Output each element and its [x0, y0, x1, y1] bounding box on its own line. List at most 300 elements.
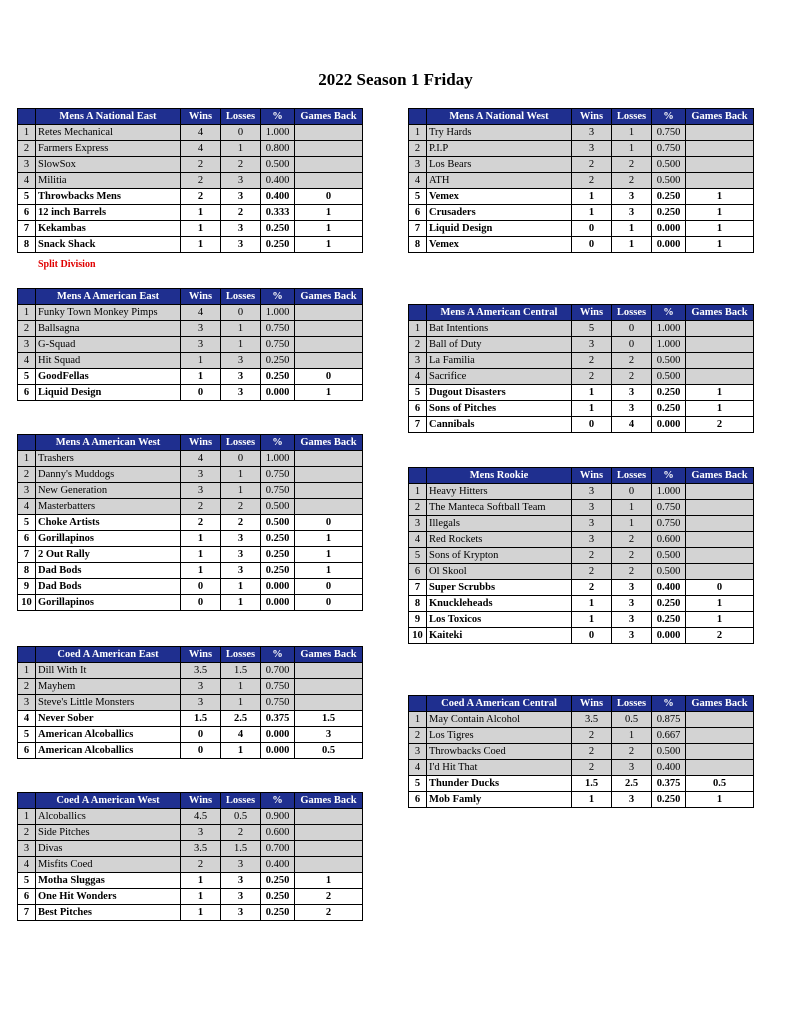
games-back: [686, 337, 754, 353]
team-name: ATH: [427, 173, 572, 189]
wins: 1: [181, 905, 221, 921]
losses: 0: [221, 305, 261, 321]
rank: 3: [18, 695, 36, 711]
win-pct: 0.000: [261, 579, 295, 595]
team-name: Alcoballics: [36, 809, 181, 825]
table-row: [409, 744, 754, 760]
team-name: Snack Shack: [36, 237, 181, 253]
table-row: [18, 663, 363, 679]
games-back: 1: [686, 205, 754, 221]
team-name: 12 inch Barrels: [36, 205, 181, 221]
win-pct: 0.750: [652, 141, 686, 157]
win-pct: 0.250: [261, 369, 295, 385]
games-back: [295, 157, 363, 173]
rank: 1: [409, 484, 427, 500]
win-pct: 0.000: [652, 237, 686, 253]
losses: 0.5: [221, 809, 261, 825]
rank: 5: [18, 515, 36, 531]
wins: 2: [572, 157, 612, 173]
team-name: Mayhem: [36, 679, 181, 695]
column-header: Losses: [221, 647, 261, 663]
wins: 4: [181, 305, 221, 321]
win-pct: 0.600: [261, 825, 295, 841]
wins: 1: [572, 612, 612, 628]
column-header: %: [652, 305, 686, 321]
team-name: Vemex: [427, 237, 572, 253]
rank: 6: [409, 205, 427, 221]
losses: 2: [612, 548, 652, 564]
team-name: GoodFellas: [36, 369, 181, 385]
rank: 2: [409, 728, 427, 744]
wins: 4: [181, 125, 221, 141]
rank: 3: [18, 337, 36, 353]
standings-table: [17, 434, 363, 611]
standings-table: [17, 792, 363, 921]
team-name: Kaiteki: [427, 628, 572, 644]
games-back: 1: [686, 221, 754, 237]
rank: 5: [18, 189, 36, 205]
wins: 1: [181, 369, 221, 385]
table-row: [18, 353, 363, 369]
wins: 3: [572, 337, 612, 353]
rank: 1: [409, 125, 427, 141]
losses: 1: [612, 125, 652, 141]
losses: 0: [612, 484, 652, 500]
table-row: [409, 580, 754, 596]
rank: 5: [409, 776, 427, 792]
games-back: 1: [295, 221, 363, 237]
rank: 1: [409, 712, 427, 728]
losses: 0: [221, 451, 261, 467]
wins: 0: [181, 385, 221, 401]
win-pct: 0.250: [652, 385, 686, 401]
table-row: [18, 305, 363, 321]
win-pct: 0.875: [652, 712, 686, 728]
team-name: Funky Town Monkey Pimps: [36, 305, 181, 321]
table-row: [18, 547, 363, 563]
header-blank: [409, 305, 427, 321]
games-back: [295, 841, 363, 857]
standings-table: [408, 467, 754, 644]
table-row: [18, 905, 363, 921]
rank: 7: [18, 905, 36, 921]
rank: 4: [18, 711, 36, 727]
table-row: [409, 712, 754, 728]
wins: 1: [572, 205, 612, 221]
games-back: [686, 516, 754, 532]
rank: 5: [409, 385, 427, 401]
column-header: Wins: [181, 109, 221, 125]
team-name: Kekambas: [36, 221, 181, 237]
games-back: [295, 695, 363, 711]
column-header: Games Back: [295, 435, 363, 451]
games-back: [295, 353, 363, 369]
team-name: Side Pitches: [36, 825, 181, 841]
table-row: [18, 141, 363, 157]
rank: 6: [409, 401, 427, 417]
team-name: Masterbatters: [36, 499, 181, 515]
table-row: [18, 321, 363, 337]
rank: 7: [409, 417, 427, 433]
standings-table: [17, 646, 363, 759]
table-row: [409, 125, 754, 141]
team-name: Dad Bods: [36, 579, 181, 595]
rank: 6: [18, 531, 36, 547]
wins: 2: [572, 580, 612, 596]
win-pct: 0.750: [261, 321, 295, 337]
wins: 3: [181, 483, 221, 499]
wins: 2: [572, 744, 612, 760]
wins: 1: [181, 237, 221, 253]
wins: 0: [572, 221, 612, 237]
column-header: %: [261, 109, 295, 125]
table-row: [18, 499, 363, 515]
standings-table: [17, 288, 363, 401]
losses: 1: [612, 221, 652, 237]
team-name: SlowSox: [36, 157, 181, 173]
column-header: Games Back: [686, 109, 754, 125]
team-name: Crusaders: [427, 205, 572, 221]
table-row: [409, 385, 754, 401]
column-header: Games Back: [686, 696, 754, 712]
table-row: [409, 516, 754, 532]
win-pct: 0.250: [652, 612, 686, 628]
table-row: [18, 873, 363, 889]
games-back: 2: [295, 889, 363, 905]
wins: 2: [572, 173, 612, 189]
losses: 3: [612, 612, 652, 628]
losses: 3: [612, 596, 652, 612]
losses: 1: [221, 679, 261, 695]
column-header: Wins: [181, 793, 221, 809]
games-back: 1: [295, 237, 363, 253]
rank: 6: [18, 385, 36, 401]
column-header: Losses: [221, 289, 261, 305]
games-back: 0: [295, 595, 363, 611]
table-row: [409, 728, 754, 744]
losses: 1: [221, 483, 261, 499]
games-back: [295, 857, 363, 873]
team-name: Militia: [36, 173, 181, 189]
header-blank: [409, 468, 427, 484]
win-pct: 0.800: [261, 141, 295, 157]
rank: 7: [409, 221, 427, 237]
table-row: [18, 125, 363, 141]
team-name: I'd Hit That: [427, 760, 572, 776]
column-header: %: [261, 435, 295, 451]
team-name: Sons of Krypton: [427, 548, 572, 564]
division-name: Coed A American Central: [427, 696, 572, 712]
losses: 1.5: [221, 841, 261, 857]
wins: 2: [181, 157, 221, 173]
table-row: [409, 173, 754, 189]
rank: 5: [409, 548, 427, 564]
win-pct: 0.250: [652, 596, 686, 612]
win-pct: 0.250: [261, 563, 295, 579]
rank: 4: [18, 857, 36, 873]
rank: 2: [409, 337, 427, 353]
games-back: 0.5: [686, 776, 754, 792]
team-name: Gorillapinos: [36, 531, 181, 547]
team-name: Knuckleheads: [427, 596, 572, 612]
games-back: [686, 321, 754, 337]
rank: 8: [18, 237, 36, 253]
column-header: %: [261, 793, 295, 809]
games-back: [295, 483, 363, 499]
games-back: [295, 305, 363, 321]
header-blank: [409, 696, 427, 712]
games-back: 1: [295, 547, 363, 563]
table-row: [409, 205, 754, 221]
team-name: One Hit Wonders: [36, 889, 181, 905]
losses: 3: [612, 760, 652, 776]
losses: 2: [612, 173, 652, 189]
column-header: Losses: [612, 696, 652, 712]
team-name: Bat Intentions: [427, 321, 572, 337]
header-blank: [409, 109, 427, 125]
win-pct: 0.375: [261, 711, 295, 727]
wins: 2: [572, 369, 612, 385]
games-back: 0: [295, 579, 363, 595]
losses: 3: [221, 873, 261, 889]
wins: 3: [572, 141, 612, 157]
win-pct: 0.250: [261, 237, 295, 253]
table-row: [18, 237, 363, 253]
rank: 2: [18, 467, 36, 483]
wins: 0: [181, 743, 221, 759]
column-header: Losses: [221, 793, 261, 809]
win-pct: 0.750: [652, 125, 686, 141]
wins: 0: [181, 579, 221, 595]
rank: 3: [18, 157, 36, 173]
wins: 3: [572, 516, 612, 532]
team-name: Vemex: [427, 189, 572, 205]
column-header: %: [652, 696, 686, 712]
team-name: Los Toxicos: [427, 612, 572, 628]
table-row: [409, 792, 754, 808]
games-back: 0: [295, 189, 363, 205]
losses: 3: [221, 237, 261, 253]
column-header: Wins: [572, 468, 612, 484]
rank: 2: [18, 679, 36, 695]
table-row: [18, 695, 363, 711]
win-pct: 0.700: [261, 663, 295, 679]
win-pct: 1.000: [652, 321, 686, 337]
wins: 2: [572, 760, 612, 776]
losses: 2: [612, 532, 652, 548]
win-pct: 0.250: [652, 792, 686, 808]
team-name: Divas: [36, 841, 181, 857]
team-name: Sacrifice: [427, 369, 572, 385]
win-pct: 0.400: [261, 189, 295, 205]
wins: 3: [181, 321, 221, 337]
win-pct: 0.000: [261, 595, 295, 611]
table-row: [409, 628, 754, 644]
column-header: Wins: [572, 305, 612, 321]
win-pct: 0.250: [261, 889, 295, 905]
team-name: Ball of Duty: [427, 337, 572, 353]
division-name: Coed A American West: [36, 793, 181, 809]
losses: 1.5: [221, 663, 261, 679]
win-pct: 0.400: [261, 857, 295, 873]
losses: 3: [612, 401, 652, 417]
division-name: Mens A American West: [36, 435, 181, 451]
games-back: [295, 337, 363, 353]
rank: 5: [18, 873, 36, 889]
losses: 3: [221, 857, 261, 873]
win-pct: 0.750: [261, 467, 295, 483]
games-back: 2: [295, 905, 363, 921]
games-back: [295, 321, 363, 337]
wins: 3: [572, 125, 612, 141]
rank: 8: [409, 596, 427, 612]
wins: 2: [181, 189, 221, 205]
win-pct: 0.900: [261, 809, 295, 825]
split-division-note: Split Division: [38, 259, 96, 270]
table-row: [409, 596, 754, 612]
table-row: [409, 612, 754, 628]
table-row: [409, 337, 754, 353]
rank: 6: [409, 564, 427, 580]
wins: 2: [181, 173, 221, 189]
column-header: Games Back: [686, 305, 754, 321]
games-back: [295, 809, 363, 825]
losses: 2: [221, 825, 261, 841]
games-back: [686, 353, 754, 369]
table-row: [18, 857, 363, 873]
team-name: Dugout Disasters: [427, 385, 572, 401]
rank: 9: [409, 612, 427, 628]
wins: 1: [181, 563, 221, 579]
games-back: [295, 663, 363, 679]
standings-table: [17, 108, 363, 253]
losses: 1: [221, 321, 261, 337]
standings-table: [408, 695, 754, 808]
table-row: [409, 484, 754, 500]
games-back: 3: [295, 727, 363, 743]
win-pct: 0.250: [652, 189, 686, 205]
games-back: [295, 451, 363, 467]
column-header: %: [652, 468, 686, 484]
rank: 6: [18, 889, 36, 905]
table-row: [18, 743, 363, 759]
games-back: [686, 484, 754, 500]
division-name: Mens Rookie: [427, 468, 572, 484]
games-back: 1: [686, 401, 754, 417]
team-name: Ballsagna: [36, 321, 181, 337]
table-row: [18, 515, 363, 531]
losses: 1: [612, 237, 652, 253]
games-back: 1: [686, 237, 754, 253]
wins: 1: [181, 205, 221, 221]
rank: 5: [18, 369, 36, 385]
win-pct: 1.000: [652, 337, 686, 353]
division-name: Mens A American East: [36, 289, 181, 305]
table-row: [18, 889, 363, 905]
wins: 3: [181, 679, 221, 695]
team-name: Mob Famly: [427, 792, 572, 808]
table-row: [18, 563, 363, 579]
rank: 2: [18, 825, 36, 841]
team-name: Throwbacks Mens: [36, 189, 181, 205]
wins: 0: [181, 595, 221, 611]
column-header: Wins: [181, 647, 221, 663]
team-name: Cannibals: [427, 417, 572, 433]
games-back: 1: [295, 385, 363, 401]
losses: 3: [221, 173, 261, 189]
losses: 1: [612, 500, 652, 516]
header-blank: [18, 647, 36, 663]
wins: 1: [572, 596, 612, 612]
win-pct: 0.250: [652, 401, 686, 417]
rank: 9: [18, 579, 36, 595]
games-back: [686, 712, 754, 728]
games-back: 0: [686, 580, 754, 596]
rank: 3: [409, 353, 427, 369]
team-name: Retes Mechanical: [36, 125, 181, 141]
win-pct: 0.500: [261, 157, 295, 173]
column-header: %: [261, 289, 295, 305]
team-name: Dad Bods: [36, 563, 181, 579]
team-name: Liquid Design: [427, 221, 572, 237]
rank: 6: [409, 792, 427, 808]
losses: 3: [612, 189, 652, 205]
losses: 0: [221, 125, 261, 141]
table-row: [18, 595, 363, 611]
team-name: The Manteca Softball Team: [427, 500, 572, 516]
wins: 3: [181, 467, 221, 483]
table-row: [409, 189, 754, 205]
column-header: %: [261, 647, 295, 663]
games-back: 1: [295, 531, 363, 547]
wins: 0: [572, 417, 612, 433]
win-pct: 0.500: [652, 564, 686, 580]
win-pct: 1.000: [261, 125, 295, 141]
losses: 1: [612, 141, 652, 157]
table-row: [18, 727, 363, 743]
games-back: [686, 728, 754, 744]
games-back: 2: [686, 417, 754, 433]
team-name: Gorillapinos: [36, 595, 181, 611]
losses: 3: [221, 385, 261, 401]
table-row: [18, 205, 363, 221]
standings-table: [408, 304, 754, 433]
games-back: [686, 548, 754, 564]
losses: 4: [612, 417, 652, 433]
games-back: [686, 744, 754, 760]
wins: 1: [181, 889, 221, 905]
losses: 2: [612, 564, 652, 580]
win-pct: 0.750: [261, 483, 295, 499]
losses: 4: [221, 727, 261, 743]
table-row: [18, 679, 363, 695]
table-row: [409, 401, 754, 417]
losses: 2: [612, 744, 652, 760]
losses: 0.5: [612, 712, 652, 728]
wins: 1: [572, 792, 612, 808]
losses: 3: [612, 385, 652, 401]
table-row: [18, 451, 363, 467]
games-back: [686, 532, 754, 548]
win-pct: 0.000: [261, 727, 295, 743]
wins: 2: [572, 548, 612, 564]
column-header: Wins: [181, 435, 221, 451]
team-name: P.I.P: [427, 141, 572, 157]
table-row: [409, 321, 754, 337]
win-pct: 0.700: [261, 841, 295, 857]
column-header: Games Back: [295, 109, 363, 125]
division-name: Mens A American Central: [427, 305, 572, 321]
